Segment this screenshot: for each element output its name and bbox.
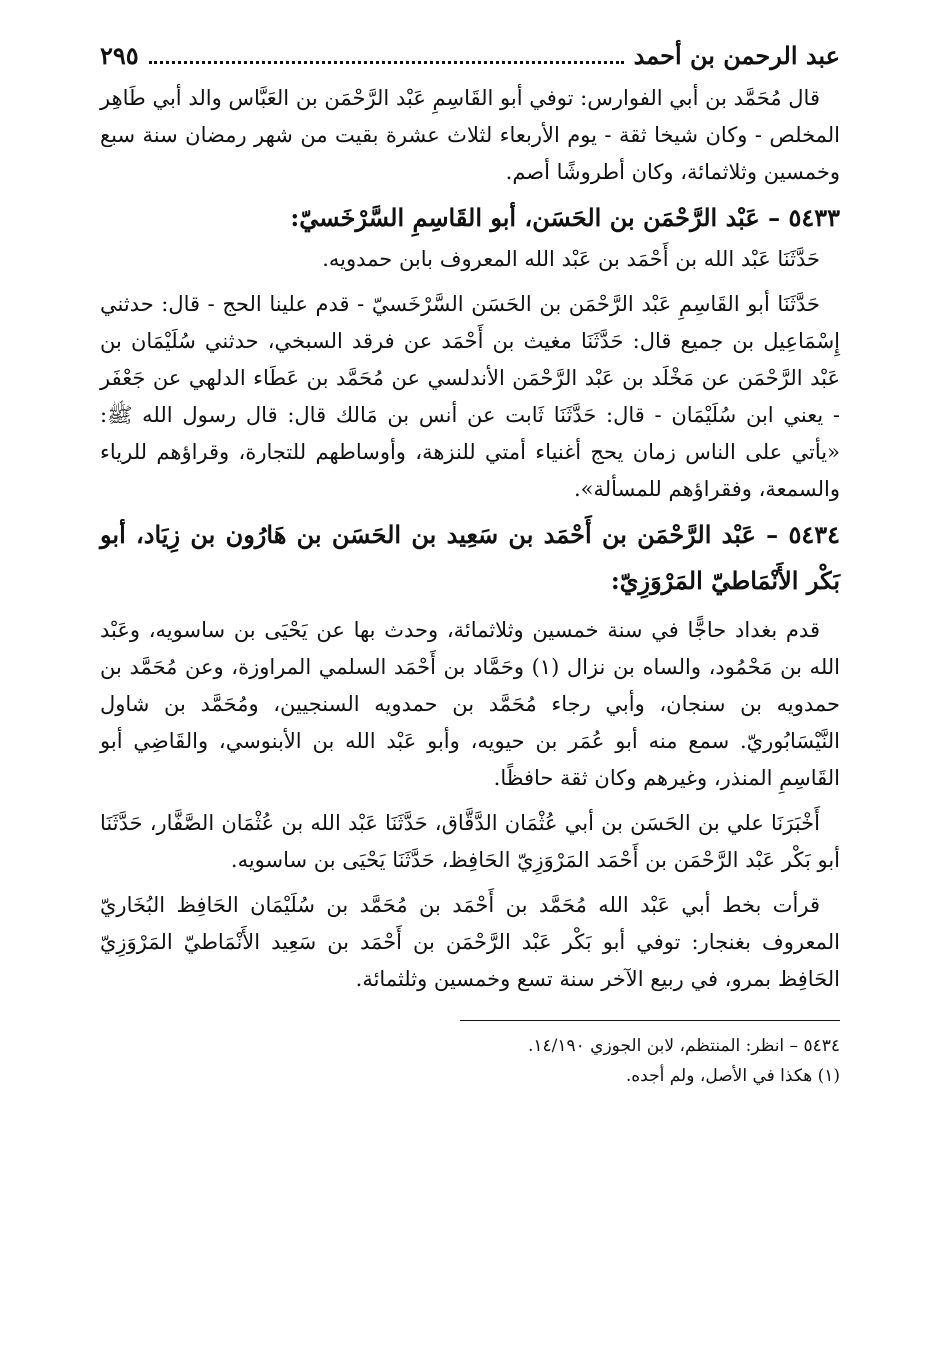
footnote-separator [460,1020,840,1021]
paragraph-hadith: حَدَّثَنَا أبو القَاسِمِ عَبْد الرَّحْمَن بن الحَسَن السَّرْخَسيّ - قدم علينا الحج - قال: حدثني إِسْمَاعِيل بن جميع قال: حَدَّثَنَا مغيث بن أَحْمَد عن فرقد السبخي، حدثني سُلَيْمَان بن عَبْد الرَّحْمَن عن مَخْلَد بن عَبْد الرَّحْمَن الأندلسي عن مُحَمَّد بن عَطَاء الدلهي عن جَعْفَر - يعني ابن سُلَيْمَان - قال: حَدَّثَنَا ثَابت عن أنس بن مَالك قال: قال رسول الله ﷺ: «يأتي على الناس زمان يحج أغنياء أمتي للنزهة، وأوساطهم للتجارة، وقراؤهم للرياء والسمعة، وفقراؤهم للمسألة». [100,292,840,501]
paragraph-narration-1: حَدَّثَنَا عَبْد الله بن أَحْمَد بن عَبْد الله المعروف بابن حمدويه. [322,247,820,271]
footnote-reference: ٥٤٣٤ – انظر: المنتظم، لابن الجوزي ١٤/١٩٠. [527,1036,840,1056]
header-title: عبد الرحمن بن أحمد [633,40,840,70]
footnote-note: (١) هكذا في الأصل، ولم أجده. [625,1066,840,1086]
paragraph-narration-2: أَخْبَرَنَا علي بن الحَسَن بن أبي عُثْمَان الدَّقَّاق، حَدَّثَنَا عَبْد الله بن عُثْمَان الصَّفَّار، حَدَّثَنَا أبو بَكْر عَبْد الرَّحْمَن بن أَحْمَد المَرْوَزِيّ الحَافِظ، حَدَّثَنَا يَحْيَى بن ساسويه. [100,811,840,872]
paragraph-death-note: قال مُحَمَّد بن أبي الفوارس: توفي أبو القَاسِمِ عَبْد الرَّحْمَن بن العَبَّاس والد أبي طَاهِر المخلص - وكان شيخا ثقة - يوم الأربعاء لثلاث عشرة بقيت من شهر رمضان سنة سبع وخمسين وثلاثمائة، وكان أطروشًا أصم. [100,86,840,184]
paragraph-death-record: قرأت بخط أبي عَبْد الله مُحَمَّد بن أَحْمَد بن مُحَمَّد بن سُلَيْمَان الحَافِظ البُخَاريّ المعروف بغنجار: توفي أبو بَكْر عَبْد الرَّحْمَن بن أَحْمَد بن سَعِيد الأَنْمَاطيّ المَرْوَزِيّ الحَافِظ بمرو، في ربيع الآخر سنة تسع وخمسين وثلثمائة. [100,893,840,991]
page-number: ٢٩٥ [100,40,139,70]
running-header [100,30,840,80]
header-dotted-leader [149,47,624,64]
entry-heading-5434: ٥٤٣٤ – عَبْد الرَّحْمَن بن أَحْمَد بن سَعِيد بن الحَسَن بن هَارُون بن زِيَاد، أبو بَكْر الأَنْمَاطيّ المَرْوَزِيّ: [100,520,840,595]
entry-heading-5433: ٥٤٣٣ – عَبْد الرَّحْمَن بن الحَسَن، أبو القَاسِمِ السَّرْخَسيّ: [290,203,840,232]
paragraph-biography: قدم بغداد حاجًّا في سنة خمسين وثلاثمائة، وحدث بها عن يَحْيَى بن ساسويه، وعَبْد الله بن مَحْمُود، والساه بن نزال (١) وحَمَّاد بن أَحْمَد السلمي المراوزة، وعن مُحَمَّد بن حمدويه بن سنجان، وأبي رجاء مُحَمَّد بن حمدويه السنجيين، ومُحَمَّد بن شاول النَّيْسَابُوريّ. سمع منه أبو عُمَر بن حيويه، وأبو عَبْد الله بن الأبنوسي، والقَاضِي أبو القَاسِمِ المنذر، وغيرهم وكان ثقة حافظًا. [100,618,841,790]
book-page [100,30,840,1091]
